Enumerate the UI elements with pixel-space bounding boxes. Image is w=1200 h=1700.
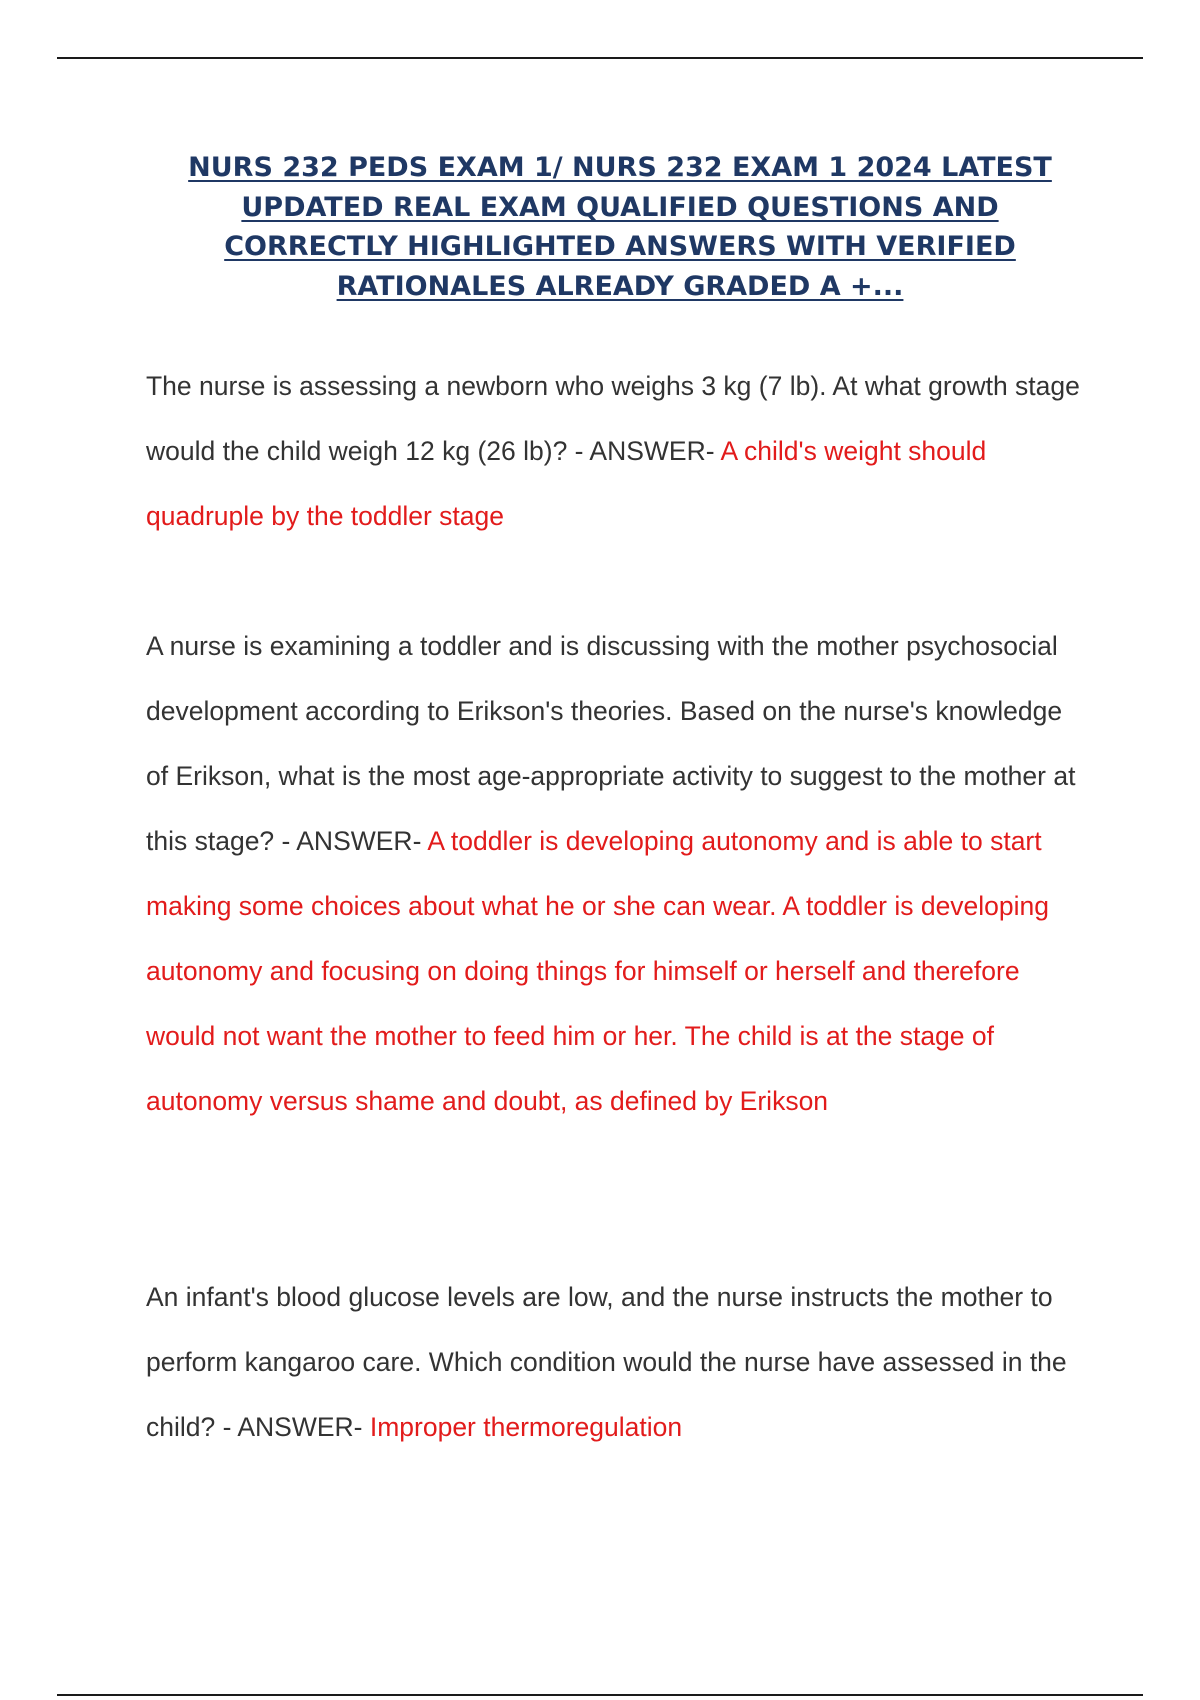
answer-text: Improper thermoregulation (369, 1412, 683, 1442)
qa-item-2 (146, 614, 1086, 1134)
qa-item-1 (146, 354, 1086, 549)
question-text: An infant's blood glucose levels are low, and the nurse instructs the mother to perform kangaroo care. Which condition would the nurse have assessed in the child? (146, 1282, 1067, 1442)
answer-prefix: - ANSWER- (274, 826, 428, 856)
question-text: The nurse is assessing a newborn who weighs 3 kg (7 lb). At what growth stage would the child weigh 12 kg (26 lb)? (146, 371, 1080, 466)
document-title: NURS 232 PEDS EXAM 1/ NURS 232 EXAM 1 2024 LATEST UPDATED REAL EXAM QUALIFIED QUESTIONS AND CORRECTLY HIGHLIGHTED ANSWERS WITH VERIFIED RATIONALES ALREADY GRADED A +... (188, 152, 1052, 302)
header-rule (57, 57, 1143, 59)
answer-prefix: - ANSWER- (215, 1412, 370, 1442)
footer-rule (57, 1694, 1143, 1696)
answer-prefix: - ANSWER- (567, 436, 721, 466)
answer-text: A toddler is developing autonomy and is able to start making some choices about what he or she can wear. A toddler is developing autonomy and focusing on doing things for himself or herself and therefore would not want the mother to feed him or her. The child is at the stage of autonomy versus shame and doubt, as defined by Erikson (146, 826, 1050, 1116)
qa-item-3 (146, 1265, 1106, 1460)
question-text: A nurse is examining a toddler and is discussing with the mother psychosocial development according to Erikson's theories. Based on the nurse's knowledge of Erikson, what is the most age-appropriate activity to suggest to the mother at this stage? (146, 631, 1076, 856)
answer-text: A child's weight should quadruple by the toddler stage (146, 436, 987, 531)
